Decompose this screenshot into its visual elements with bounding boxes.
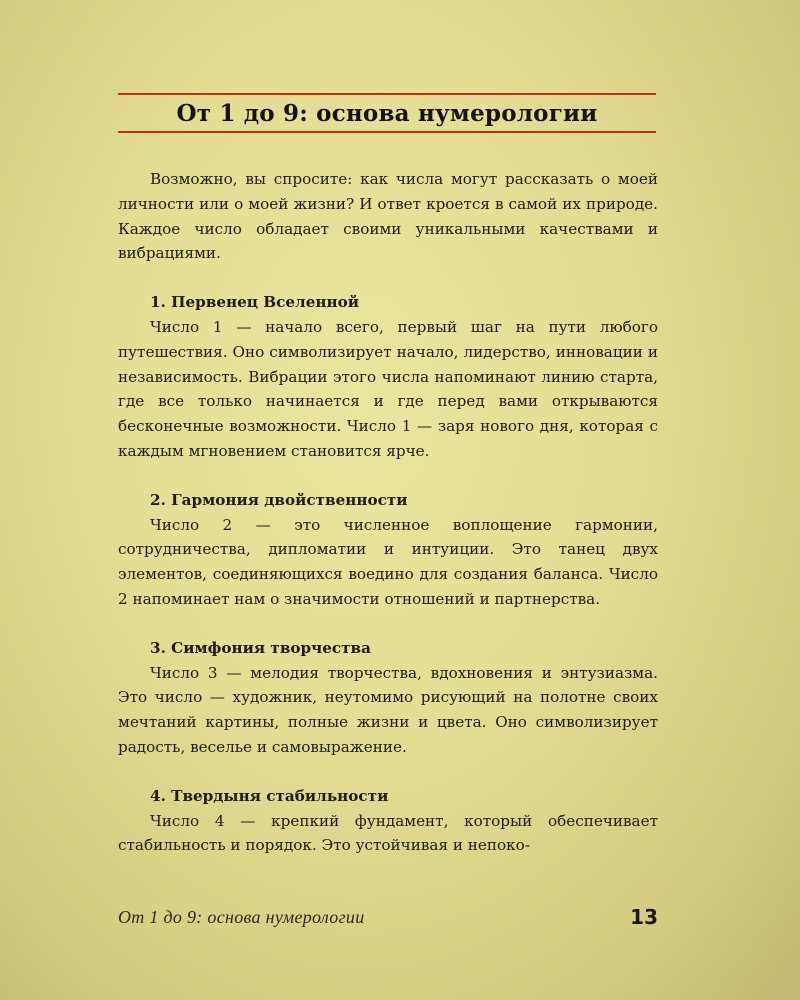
chapter-title-bar: [118, 93, 656, 133]
page-number: 13: [630, 905, 658, 929]
section-paragraph: Число 1 — начало всего, первый шаг на пути любого путешествия. Оно символизирует начало, лидерство, инновации и независимость. Вибрации этого числа напоминают линию старта, где все только начинается и где перед вами открываются бесконечные возможности. Число 1 — заря нового дня, которая с каждым мгновением становится ярче.: [118, 317, 658, 460]
body-text: [118, 167, 658, 882]
section-heading: 2. Гармония двойственности: [150, 490, 408, 509]
section-3: [118, 636, 658, 760]
section-paragraph: Число 2 — это численное воплощение гармонии, сотрудничества, дипломатии и интуиции. Это танец двух элементов, соединяющихся воедино для создания баланса. Число 2 напоминает нам о значимости отношений и партнерства.: [118, 515, 658, 608]
section-paragraph: Число 4 — крепкий фундамент, который обеспечивает стабильность и порядок. Это устойчивая и непоко-: [118, 811, 658, 855]
section-heading: 1. Первенец Вселенной: [150, 293, 360, 312]
section-1: [118, 290, 658, 464]
section-4: [118, 784, 658, 858]
section-paragraph: Число 3 — мелодия творчества, вдохновения и энтузиазма. Это число — художник, неутомимо рисующий на полотне своих мечтаний картины, полные жизни и цвета. Оно символизирует радость, веселье и самовыражение.: [118, 663, 658, 756]
chapter-title: От 1 до 9: основа нумерологии: [176, 99, 598, 127]
section-heading: 4. Твердыня стабильности: [150, 786, 389, 805]
section-heading: 3. Симфония творчества: [150, 638, 371, 657]
page-footer: [118, 902, 658, 932]
running-title: От 1 до 9: основа нумерологии: [118, 906, 365, 927]
intro-paragraph: Возможно, вы спросите: как числа могут рассказать о моей личности или о моей жизни? И ответ кроется в самой их природе. Каждое число обладает своими уникальными качествами и вибрациями.: [118, 170, 658, 263]
section-2: [118, 488, 658, 612]
